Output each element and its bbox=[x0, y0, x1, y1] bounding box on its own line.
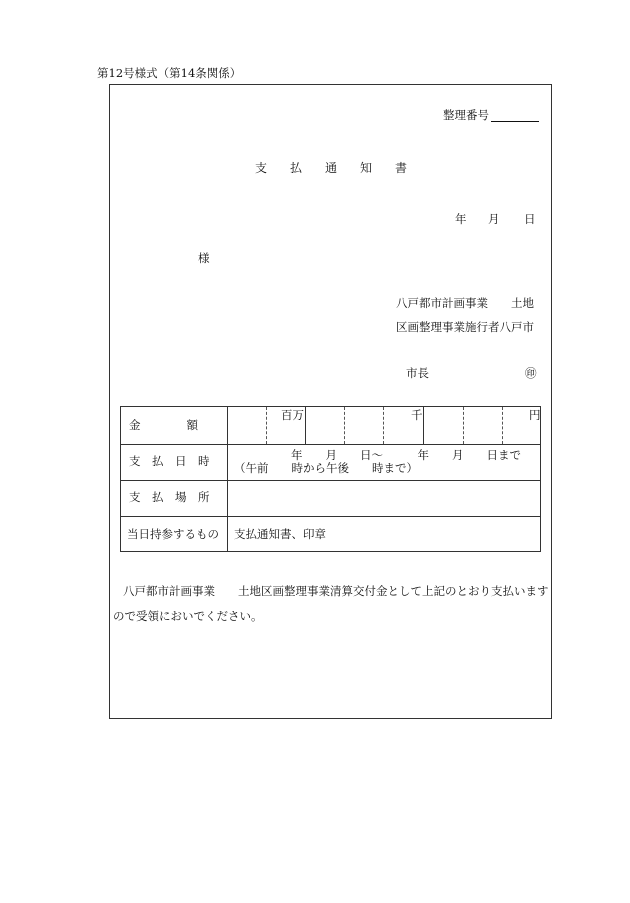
title-char: 通 bbox=[325, 161, 338, 175]
bring-items-value: 支払通知書、印章 bbox=[234, 527, 326, 541]
title-char: 払 bbox=[290, 161, 303, 175]
digit-divider bbox=[423, 407, 424, 444]
reference-number-field bbox=[443, 110, 539, 122]
unit-million: 百万 bbox=[281, 408, 304, 422]
unit-yen: 円 bbox=[529, 408, 541, 422]
payment-details-table bbox=[120, 406, 541, 552]
seal-mark: ㊞ bbox=[525, 366, 537, 380]
reference-number-label: 整理番号 bbox=[443, 108, 489, 122]
document-title bbox=[255, 162, 430, 174]
datetime-date-range: 年 月 日～ 年 月 日まで bbox=[291, 448, 521, 462]
digit-divider bbox=[463, 407, 464, 444]
date-month-label: 月 bbox=[488, 212, 500, 226]
amount-label: 金 額 bbox=[129, 418, 198, 432]
row-divider bbox=[121, 516, 540, 517]
date-year-label: 年 bbox=[455, 212, 467, 226]
unit-thousand: 千 bbox=[411, 408, 423, 422]
reference-number-blank bbox=[491, 111, 539, 122]
digit-divider bbox=[305, 407, 306, 444]
mayor-label: 市長 bbox=[406, 366, 429, 380]
digit-divider bbox=[266, 407, 267, 444]
issuer-line-1: 八戸都市計画事業 土地 bbox=[396, 296, 534, 310]
title-char: 支 bbox=[255, 161, 268, 175]
title-char: 知 bbox=[360, 161, 373, 175]
row-divider bbox=[121, 444, 540, 445]
form-number-label: 第12号様式（第14条関係） bbox=[97, 66, 242, 80]
row-divider bbox=[121, 480, 540, 481]
datetime-label: 支 払 日 時 bbox=[129, 454, 210, 468]
bring-items-label: 当日持参するもの bbox=[127, 527, 219, 541]
issuer-line-2: 区画整理事業施行者八戸市 bbox=[396, 320, 534, 334]
digit-divider bbox=[344, 407, 345, 444]
column-divider bbox=[227, 407, 228, 551]
notice-body-text: 八戸都市計画事業 土地区画整理事業清算交付金として上記のとおり支払いますので受領においでください。 bbox=[113, 584, 549, 623]
datetime-time-range: （午前 時から午後 時まで） bbox=[234, 461, 418, 475]
digit-divider bbox=[502, 407, 503, 444]
digit-divider bbox=[383, 407, 384, 444]
addressee-suffix: 様 bbox=[198, 251, 210, 265]
date-day-label: 日 bbox=[524, 212, 536, 226]
title-char: 書 bbox=[395, 161, 408, 175]
place-label: 支 払 場 所 bbox=[129, 490, 210, 504]
